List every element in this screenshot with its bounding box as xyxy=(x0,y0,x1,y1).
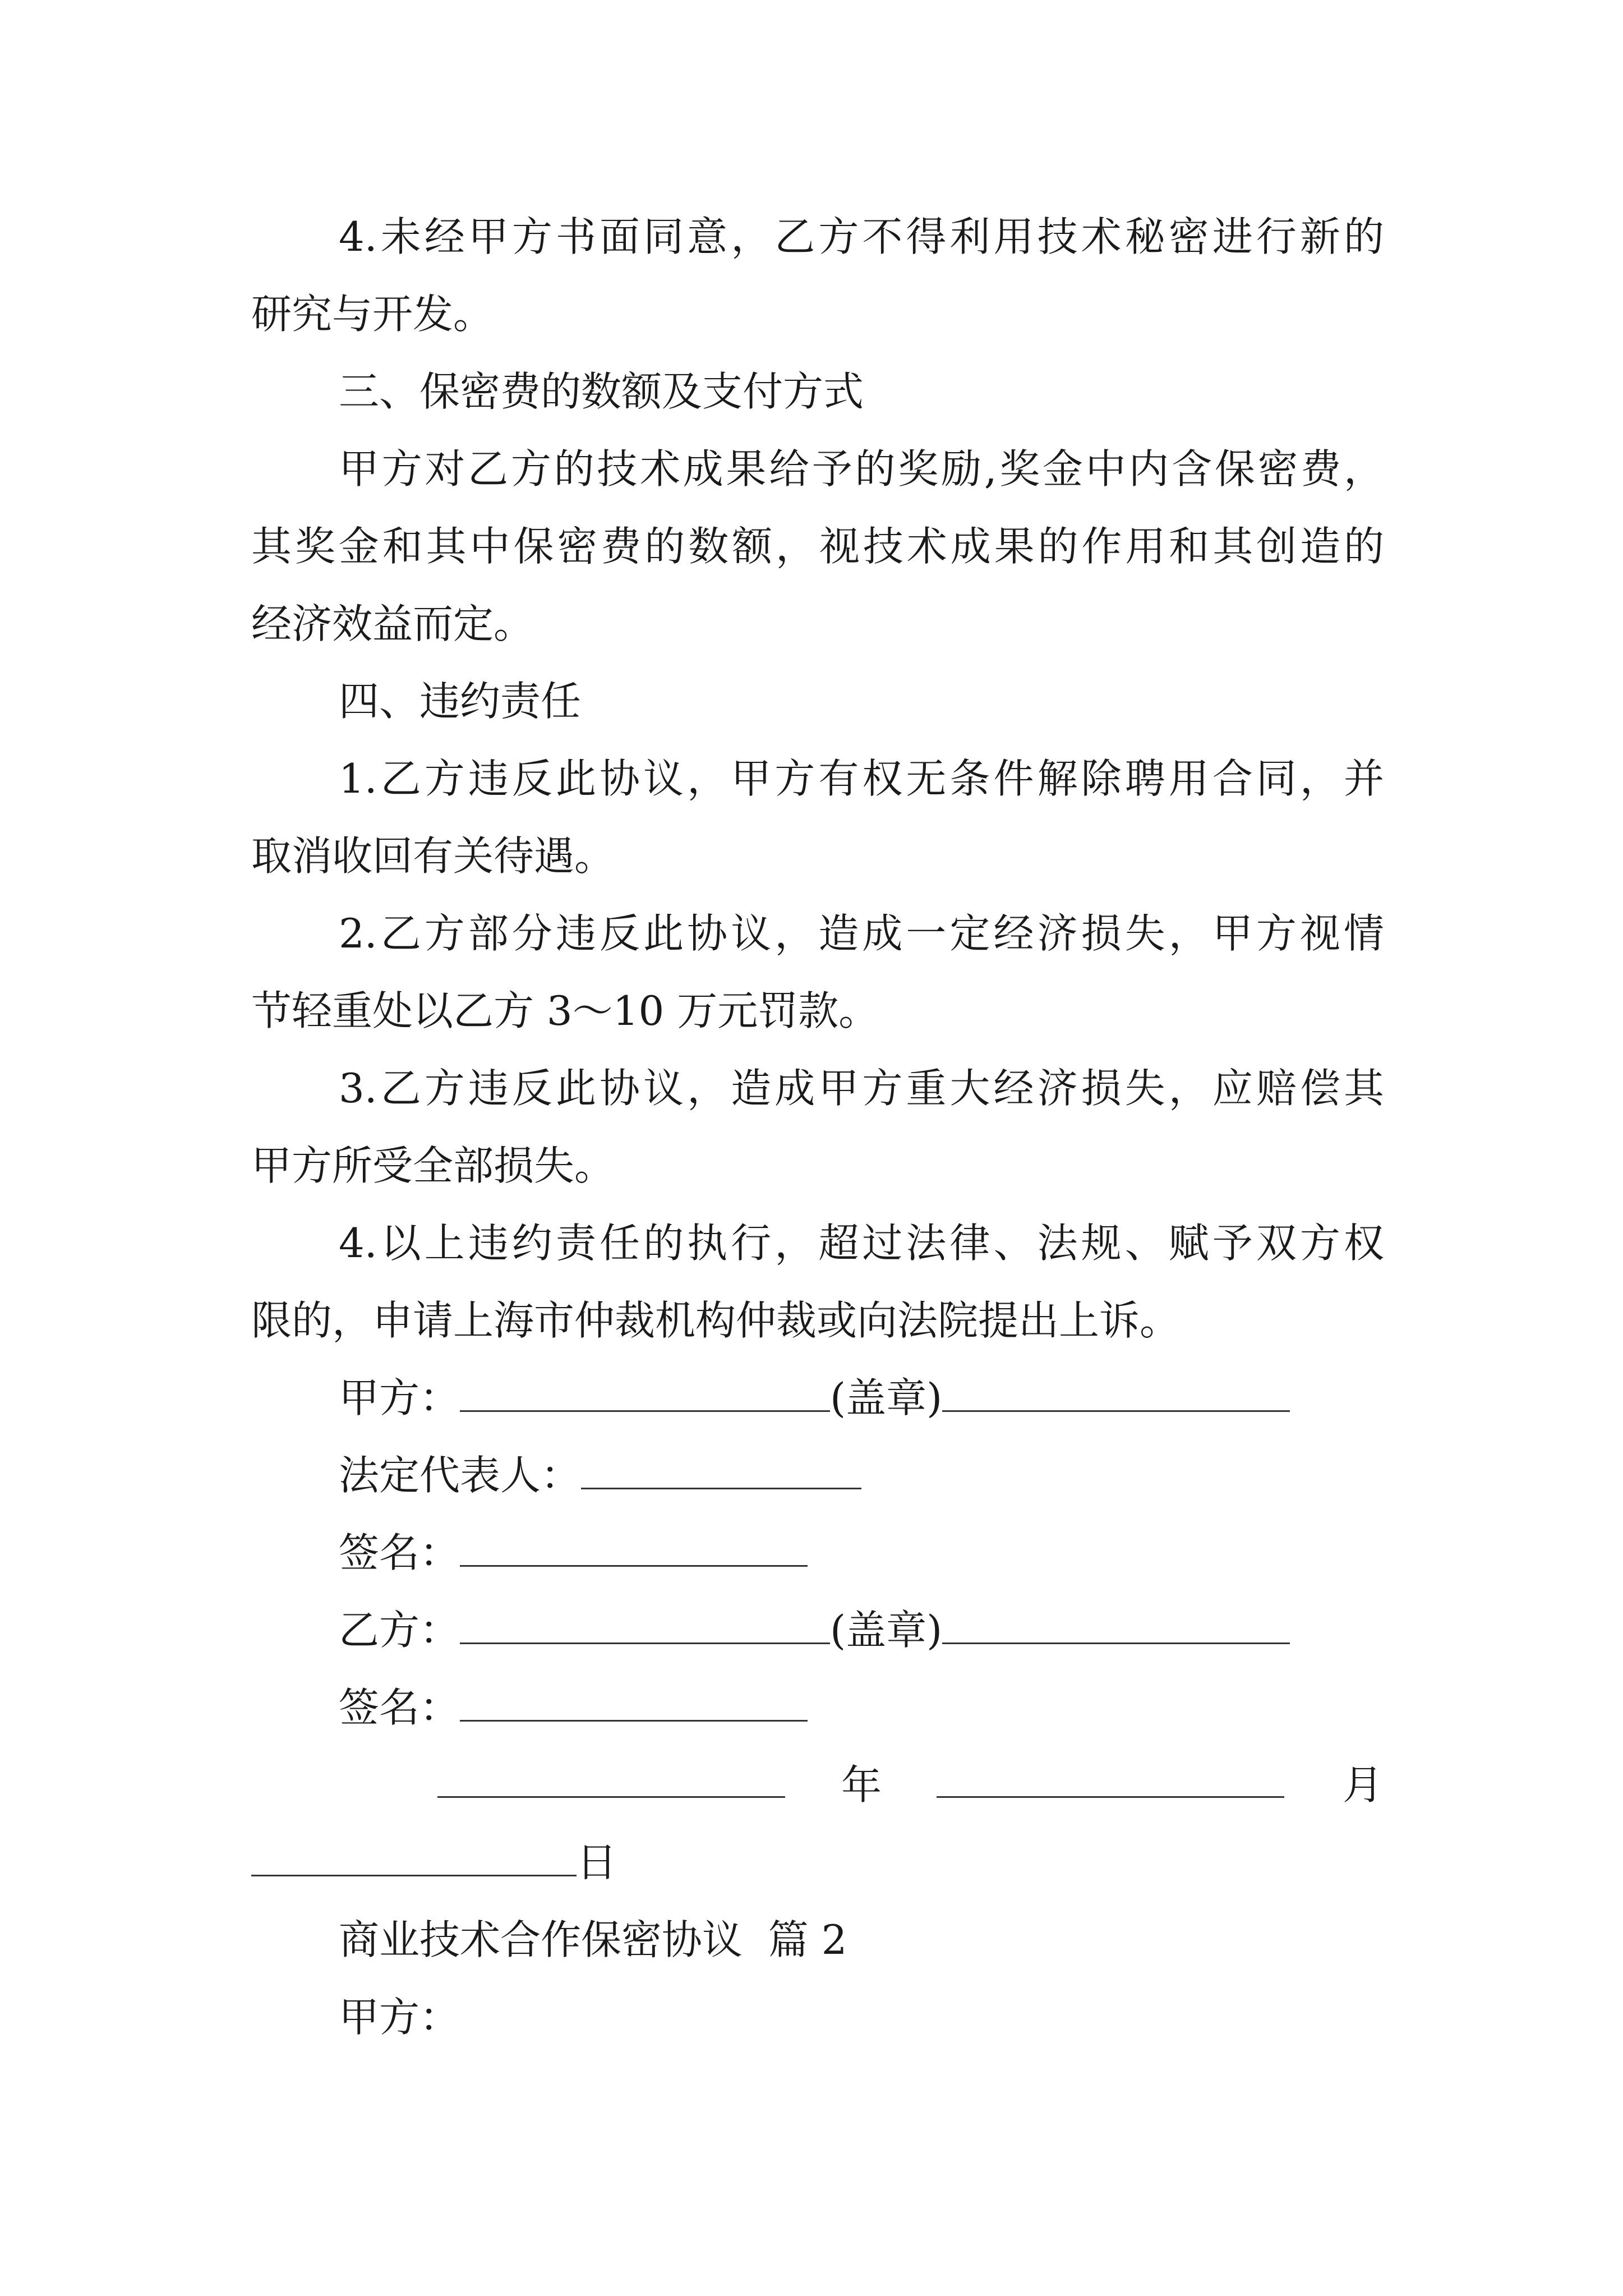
legal-rep-row xyxy=(339,1447,1384,1503)
paragraph-line: 其奖金和其中保密费的数额，视技术成果的作用和其创造的 xyxy=(251,523,1384,570)
party-a-row xyxy=(339,1370,1384,1426)
next-section-title: 商业技术合作保密协议 篇 2 xyxy=(339,1916,847,1963)
sign-label: 签名： xyxy=(339,1529,460,1576)
legal-rep-label: 法定代表人： xyxy=(339,1452,582,1499)
paragraph-line: 4.以上违约责任的执行，超过法律、法规、赋予双方权 xyxy=(339,1220,1384,1267)
date-row xyxy=(0,1757,1623,1813)
sign-label: 签名： xyxy=(339,1684,460,1731)
party-b-sign-blank[interactable] xyxy=(460,1686,808,1722)
year-label: 年 xyxy=(841,1761,882,1809)
party-a-label: 甲方： xyxy=(339,1374,460,1421)
paragraph-line: 研究与开发。 xyxy=(251,291,494,338)
paragraph-line: 经济效益而定。 xyxy=(251,600,534,647)
party-b-row xyxy=(339,1602,1384,1658)
next-section-party-a: 甲方： xyxy=(339,1994,460,2041)
day-row xyxy=(251,1834,1384,1890)
legal-rep-blank[interactable] xyxy=(581,1454,861,1489)
year-blank[interactable] xyxy=(437,1763,785,1798)
paragraph-line: 甲方对乙方的技术成果给予的奖励,奖金中内含保密费， xyxy=(339,445,1384,493)
seal-label: (盖章) xyxy=(830,1374,943,1421)
party-a-seal-blank[interactable] xyxy=(942,1377,1290,1412)
party-a-sign-blank[interactable] xyxy=(460,1531,808,1567)
paragraph-line: 2.乙方部分违反此协议，造成一定经济损失，甲方视情 xyxy=(339,910,1384,957)
party-a-sign-row xyxy=(339,1525,1384,1581)
paragraph-line: 取消收回有关待遇。 xyxy=(251,832,615,880)
day-blank[interactable] xyxy=(251,1841,577,1876)
paragraph-line: 节轻重处以乙方 3～10 万元罚款。 xyxy=(251,987,879,1034)
section-heading: 四、违约责任 xyxy=(339,678,582,725)
section-heading: 三、保密费的数额及支付方式 xyxy=(339,368,864,415)
party-b-label: 乙方： xyxy=(339,1607,460,1654)
party-b-seal-blank[interactable] xyxy=(942,1609,1290,1644)
party-b-blank[interactable] xyxy=(460,1609,830,1644)
month-label: 月 xyxy=(1343,1761,1384,1809)
paragraph-line: 1.乙方违反此协议，甲方有权无条件解除聘用合同，并 xyxy=(339,755,1384,802)
paragraph-line: 4.未经甲方书面同意，乙方不得利用技术秘密进行新的 xyxy=(339,213,1384,260)
day-label: 日 xyxy=(577,1839,617,1886)
paragraph-line: 甲方所受全部损失。 xyxy=(251,1142,615,1189)
seal-label: (盖章) xyxy=(830,1607,943,1654)
party-a-blank[interactable] xyxy=(460,1377,830,1412)
paragraph-line: 3.乙方违反此协议，造成甲方重大经济损失，应赔偿其 xyxy=(339,1065,1384,1112)
party-b-sign-row xyxy=(339,1680,1384,1736)
month-blank[interactable] xyxy=(937,1763,1284,1798)
paragraph-line: 限的，申请上海市仲裁机构仲裁或向法院提出上诉。 xyxy=(251,1297,1181,1344)
